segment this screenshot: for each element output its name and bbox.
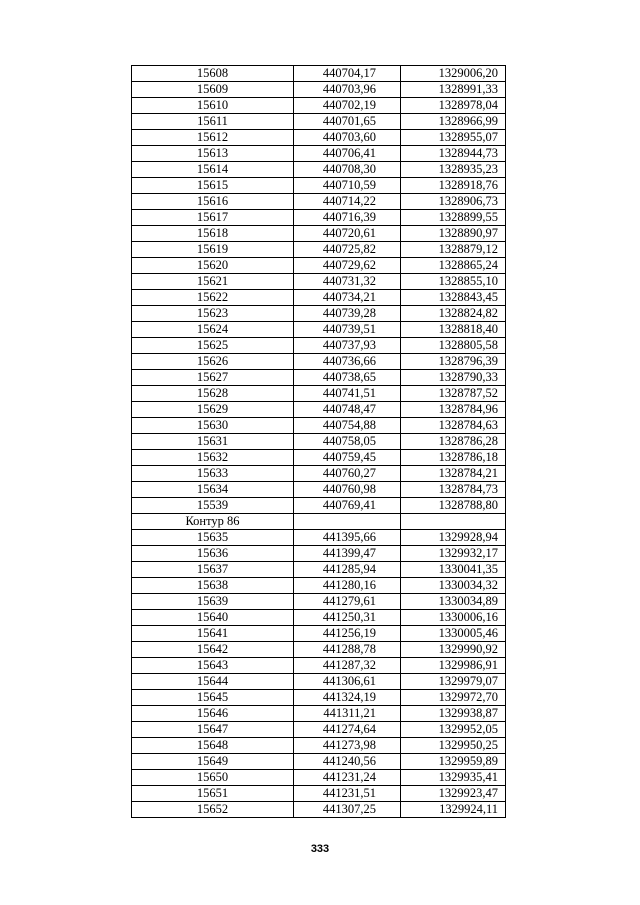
table-row [132,706,506,722]
y-coordinate-cell: 1330006,16 [401,610,506,626]
y-coordinate-cell: 1329986,91 [401,658,506,674]
table-row [132,466,506,482]
table-row [132,306,506,322]
y-coordinate-cell: 1328784,21 [401,466,506,482]
table-row [132,754,506,770]
point-number-cell: 15614 [132,162,294,178]
x-coordinate-cell: 441256,19 [294,626,401,642]
x-coordinate-cell: 440725,82 [294,242,401,258]
y-coordinate-cell: 1328879,12 [401,242,506,258]
point-number-cell: 15609 [132,82,294,98]
x-coordinate-cell: 440759,45 [294,450,401,466]
x-coordinate-cell: 441250,31 [294,610,401,626]
point-number-cell: 15650 [132,770,294,786]
point-number-cell: 15625 [132,338,294,354]
y-coordinate-cell: 1328784,63 [401,418,506,434]
point-number-cell: 15634 [132,482,294,498]
y-coordinate-cell: 1330034,89 [401,594,506,610]
point-number-cell: 15648 [132,738,294,754]
point-number-cell: 15608 [132,66,294,82]
y-coordinate-cell: 1328824,82 [401,306,506,322]
y-coordinate-cell: 1328918,76 [401,178,506,194]
x-coordinate-cell: 441231,24 [294,770,401,786]
point-number-cell: 15645 [132,690,294,706]
table-row [132,594,506,610]
y-coordinate-cell: 1329924,11 [401,802,506,818]
point-number-cell: 15539 [132,498,294,514]
x-coordinate-cell: 440716,39 [294,210,401,226]
empty-cell [401,514,506,530]
y-coordinate-cell: 1328944,73 [401,146,506,162]
x-coordinate-cell: 441274,64 [294,722,401,738]
point-number-cell: 15622 [132,290,294,306]
x-coordinate-cell: 441311,21 [294,706,401,722]
y-coordinate-cell: 1329938,87 [401,706,506,722]
table-row [132,610,506,626]
point-number-cell: 15635 [132,530,294,546]
x-coordinate-cell: 440769,41 [294,498,401,514]
point-number-cell: 15611 [132,114,294,130]
table-row [132,210,506,226]
table-row [132,82,506,98]
y-coordinate-cell: 1330041,35 [401,562,506,578]
table-row [132,114,506,130]
table-row [132,242,506,258]
x-coordinate-cell: 440720,61 [294,226,401,242]
point-number-cell: 15646 [132,706,294,722]
x-coordinate-cell: 440706,41 [294,146,401,162]
y-coordinate-cell: 1328865,24 [401,258,506,274]
y-coordinate-cell: 1328786,28 [401,434,506,450]
x-coordinate-cell: 440704,17 [294,66,401,82]
x-coordinate-cell: 441395,66 [294,530,401,546]
x-coordinate-cell: 440703,96 [294,82,401,98]
table-row [132,338,506,354]
y-coordinate-cell: 1328890,97 [401,226,506,242]
x-coordinate-cell: 441324,19 [294,690,401,706]
point-number-cell: 15627 [132,370,294,386]
y-coordinate-cell: 1328805,58 [401,338,506,354]
x-coordinate-cell: 440737,93 [294,338,401,354]
y-coordinate-cell: 1329959,89 [401,754,506,770]
x-coordinate-cell: 440734,21 [294,290,401,306]
x-coordinate-cell: 440710,59 [294,178,401,194]
x-coordinate-cell: 440703,60 [294,130,401,146]
y-coordinate-cell: 1329935,41 [401,770,506,786]
y-coordinate-cell: 1328818,40 [401,322,506,338]
table-row [132,482,506,498]
point-number-cell: 15641 [132,626,294,642]
table-row [132,146,506,162]
table-row [132,386,506,402]
y-coordinate-cell: 1329932,17 [401,546,506,562]
table-row [132,370,506,386]
table-row [132,258,506,274]
x-coordinate-cell: 441288,78 [294,642,401,658]
x-coordinate-cell: 440714,22 [294,194,401,210]
y-coordinate-cell: 1329979,07 [401,674,506,690]
y-coordinate-cell: 1328978,04 [401,98,506,114]
point-number-cell: 15638 [132,578,294,594]
y-coordinate-cell: 1328855,10 [401,274,506,290]
y-coordinate-cell: 1328955,07 [401,130,506,146]
point-number-cell: 15623 [132,306,294,322]
point-number-cell: 15651 [132,786,294,802]
y-coordinate-cell: 1330034,32 [401,578,506,594]
x-coordinate-cell: 440708,30 [294,162,401,178]
y-coordinate-cell: 1328784,96 [401,402,506,418]
y-coordinate-cell: 1329006,20 [401,66,506,82]
point-number-cell: 15628 [132,386,294,402]
table-row [132,578,506,594]
point-number-cell: 15618 [132,226,294,242]
point-number-cell: 15647 [132,722,294,738]
y-coordinate-cell: 1328991,33 [401,82,506,98]
x-coordinate-cell: 441399,47 [294,546,401,562]
table-row [132,418,506,434]
x-coordinate-cell: 441279,61 [294,594,401,610]
point-number-cell: 15640 [132,610,294,626]
y-coordinate-cell: 1328843,45 [401,290,506,306]
table-row [132,98,506,114]
x-coordinate-cell: 441306,61 [294,674,401,690]
point-number-cell: 15610 [132,98,294,114]
y-coordinate-cell: 1329923,47 [401,786,506,802]
coordinates-table [131,65,506,818]
y-coordinate-cell: 1328787,52 [401,386,506,402]
y-coordinate-cell: 1328788,80 [401,498,506,514]
x-coordinate-cell: 441285,94 [294,562,401,578]
x-coordinate-cell: 440741,51 [294,386,401,402]
table-row [132,562,506,578]
table-row [132,802,506,818]
table-row [132,786,506,802]
x-coordinate-cell: 440739,51 [294,322,401,338]
point-number-cell: 15642 [132,642,294,658]
table-row [132,690,506,706]
table-row [132,450,506,466]
table-row [132,530,506,546]
x-coordinate-cell: 441273,98 [294,738,401,754]
point-number-cell: 15629 [132,402,294,418]
point-number-cell: 15652 [132,802,294,818]
table-row [132,722,506,738]
x-coordinate-cell: 441231,51 [294,786,401,802]
point-number-cell: 15630 [132,418,294,434]
x-coordinate-cell: 440736,66 [294,354,401,370]
table-row [132,290,506,306]
point-number-cell: 15624 [132,322,294,338]
table-row [132,434,506,450]
y-coordinate-cell: 1328796,39 [401,354,506,370]
table-row [132,402,506,418]
point-number-cell: 15643 [132,658,294,674]
x-coordinate-cell: 440754,88 [294,418,401,434]
contour-header-row [132,514,506,530]
table-row [132,674,506,690]
point-number-cell: 15632 [132,450,294,466]
point-number-cell: 15612 [132,130,294,146]
x-coordinate-cell: 441280,16 [294,578,401,594]
point-number-cell: 15617 [132,210,294,226]
y-coordinate-cell: 1329972,70 [401,690,506,706]
y-coordinate-cell: 1329928,94 [401,530,506,546]
x-coordinate-cell: 441287,32 [294,658,401,674]
x-coordinate-cell: 440758,05 [294,434,401,450]
table-row [132,354,506,370]
point-number-cell: 15636 [132,546,294,562]
empty-cell [294,514,401,530]
point-number-cell: 15644 [132,674,294,690]
point-number-cell: 15649 [132,754,294,770]
x-coordinate-cell: 440739,28 [294,306,401,322]
point-number-cell: 15616 [132,194,294,210]
y-coordinate-cell: 1328906,73 [401,194,506,210]
point-number-cell: 15633 [132,466,294,482]
x-coordinate-cell: 440748,47 [294,402,401,418]
coordinates-table-body [132,66,506,818]
point-number-cell: 15620 [132,258,294,274]
y-coordinate-cell: 1329952,05 [401,722,506,738]
y-coordinate-cell: 1328899,55 [401,210,506,226]
x-coordinate-cell: 440731,32 [294,274,401,290]
point-number-cell: 15621 [132,274,294,290]
page-number: 333 [310,843,330,855]
x-coordinate-cell: 440760,98 [294,482,401,498]
table-row [132,626,506,642]
y-coordinate-cell: 1329990,92 [401,642,506,658]
table-row [132,738,506,754]
table-row [132,546,506,562]
x-coordinate-cell: 440738,65 [294,370,401,386]
point-number-cell: 15615 [132,178,294,194]
y-coordinate-cell: 1328935,23 [401,162,506,178]
y-coordinate-cell: 1328966,99 [401,114,506,130]
x-coordinate-cell: 441240,56 [294,754,401,770]
table-row [132,66,506,82]
y-coordinate-cell: 1328786,18 [401,450,506,466]
x-coordinate-cell: 440729,62 [294,258,401,274]
table-row [132,226,506,242]
point-number-cell: 15639 [132,594,294,610]
point-number-cell: 15613 [132,146,294,162]
table-row [132,498,506,514]
table-row [132,130,506,146]
table-row [132,178,506,194]
x-coordinate-cell: 440760,27 [294,466,401,482]
point-number-cell: 15619 [132,242,294,258]
table-row [132,642,506,658]
table-row [132,194,506,210]
table-row [132,162,506,178]
y-coordinate-cell: 1328784,73 [401,482,506,498]
table-row [132,658,506,674]
table-row [132,274,506,290]
x-coordinate-cell: 440702,19 [294,98,401,114]
point-number-cell: 15626 [132,354,294,370]
y-coordinate-cell: 1330005,46 [401,626,506,642]
point-number-cell: 15631 [132,434,294,450]
x-coordinate-cell: 441307,25 [294,802,401,818]
point-number-cell: 15637 [132,562,294,578]
y-coordinate-cell: 1329950,25 [401,738,506,754]
table-row [132,770,506,786]
contour-label: Контур 86 [132,514,294,530]
table-row [132,322,506,338]
y-coordinate-cell: 1328790,33 [401,370,506,386]
x-coordinate-cell: 440701,65 [294,114,401,130]
